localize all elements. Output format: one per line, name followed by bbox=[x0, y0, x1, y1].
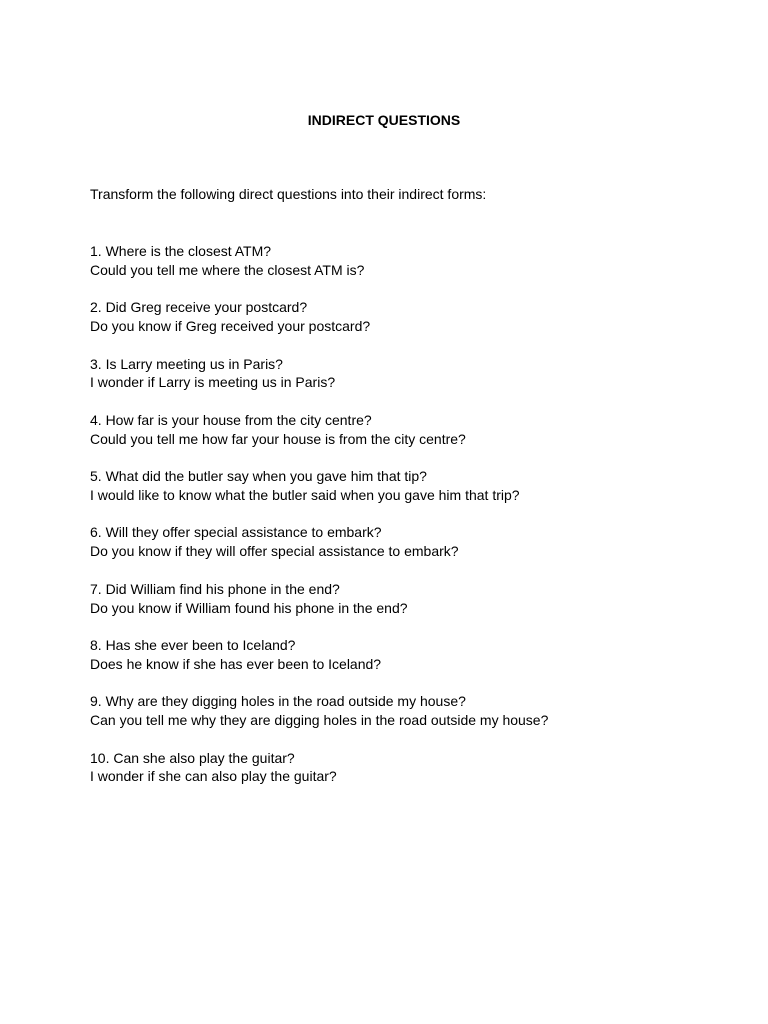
list-item bbox=[90, 749, 548, 805]
list-item bbox=[90, 580, 548, 636]
document-title: INDIRECT QUESTIONS bbox=[307, 112, 461, 128]
direct-question: 5. What did the butler say when you gave him that tip? bbox=[90, 468, 427, 485]
list-item bbox=[90, 467, 548, 523]
direct-question: 3. Is Larry meeting us in Paris? bbox=[90, 355, 283, 372]
indirect-answer: Could you tell me how far your house is from the city centre? bbox=[90, 430, 466, 447]
direct-question: 10. Can she also play the guitar? bbox=[90, 749, 295, 766]
instructions-text: Transform the following direct questions into their indirect forms: bbox=[90, 186, 487, 202]
indirect-answer: Do you know if they will offer special assistance to embark? bbox=[90, 543, 459, 560]
list-item bbox=[90, 692, 548, 748]
indirect-answer: Do you know if Greg received your postcard? bbox=[90, 318, 371, 335]
indirect-answer: I wonder if Larry is meeting us in Paris? bbox=[90, 374, 336, 391]
list-item bbox=[90, 298, 548, 354]
list-item bbox=[90, 636, 548, 692]
indirect-answer: I would like to know what the butler said when you gave him that trip? bbox=[90, 486, 520, 503]
direct-question: 2. Did Greg receive your postcard? bbox=[90, 299, 308, 316]
direct-question: 8. Has she ever been to Iceland? bbox=[90, 637, 296, 654]
direct-question: 9. Why are they digging holes in the road outside my house? bbox=[90, 693, 466, 710]
direct-question: 6. Will they offer special assistance to embark? bbox=[90, 524, 382, 541]
indirect-answer: Do you know if William found his phone in the end? bbox=[90, 599, 408, 616]
indirect-answer: I wonder if she can also play the guitar? bbox=[90, 768, 337, 785]
direct-question: 1. Where is the closest ATM? bbox=[90, 243, 272, 259]
question-list bbox=[90, 242, 548, 805]
list-item bbox=[90, 523, 548, 579]
direct-question: 4. How far is your house from the city centre? bbox=[90, 411, 372, 428]
list-item bbox=[90, 411, 548, 467]
list-item bbox=[90, 355, 548, 411]
list-item bbox=[90, 242, 548, 298]
indirect-answer: Can you tell me why they are digging holes in the road outside my house? bbox=[90, 712, 549, 729]
indirect-answer: Could you tell me where the closest ATM is? bbox=[90, 261, 365, 278]
indirect-answer: Does he know if she has ever been to Iceland? bbox=[90, 655, 382, 672]
direct-question: 7. Did William find his phone in the end? bbox=[90, 580, 340, 597]
